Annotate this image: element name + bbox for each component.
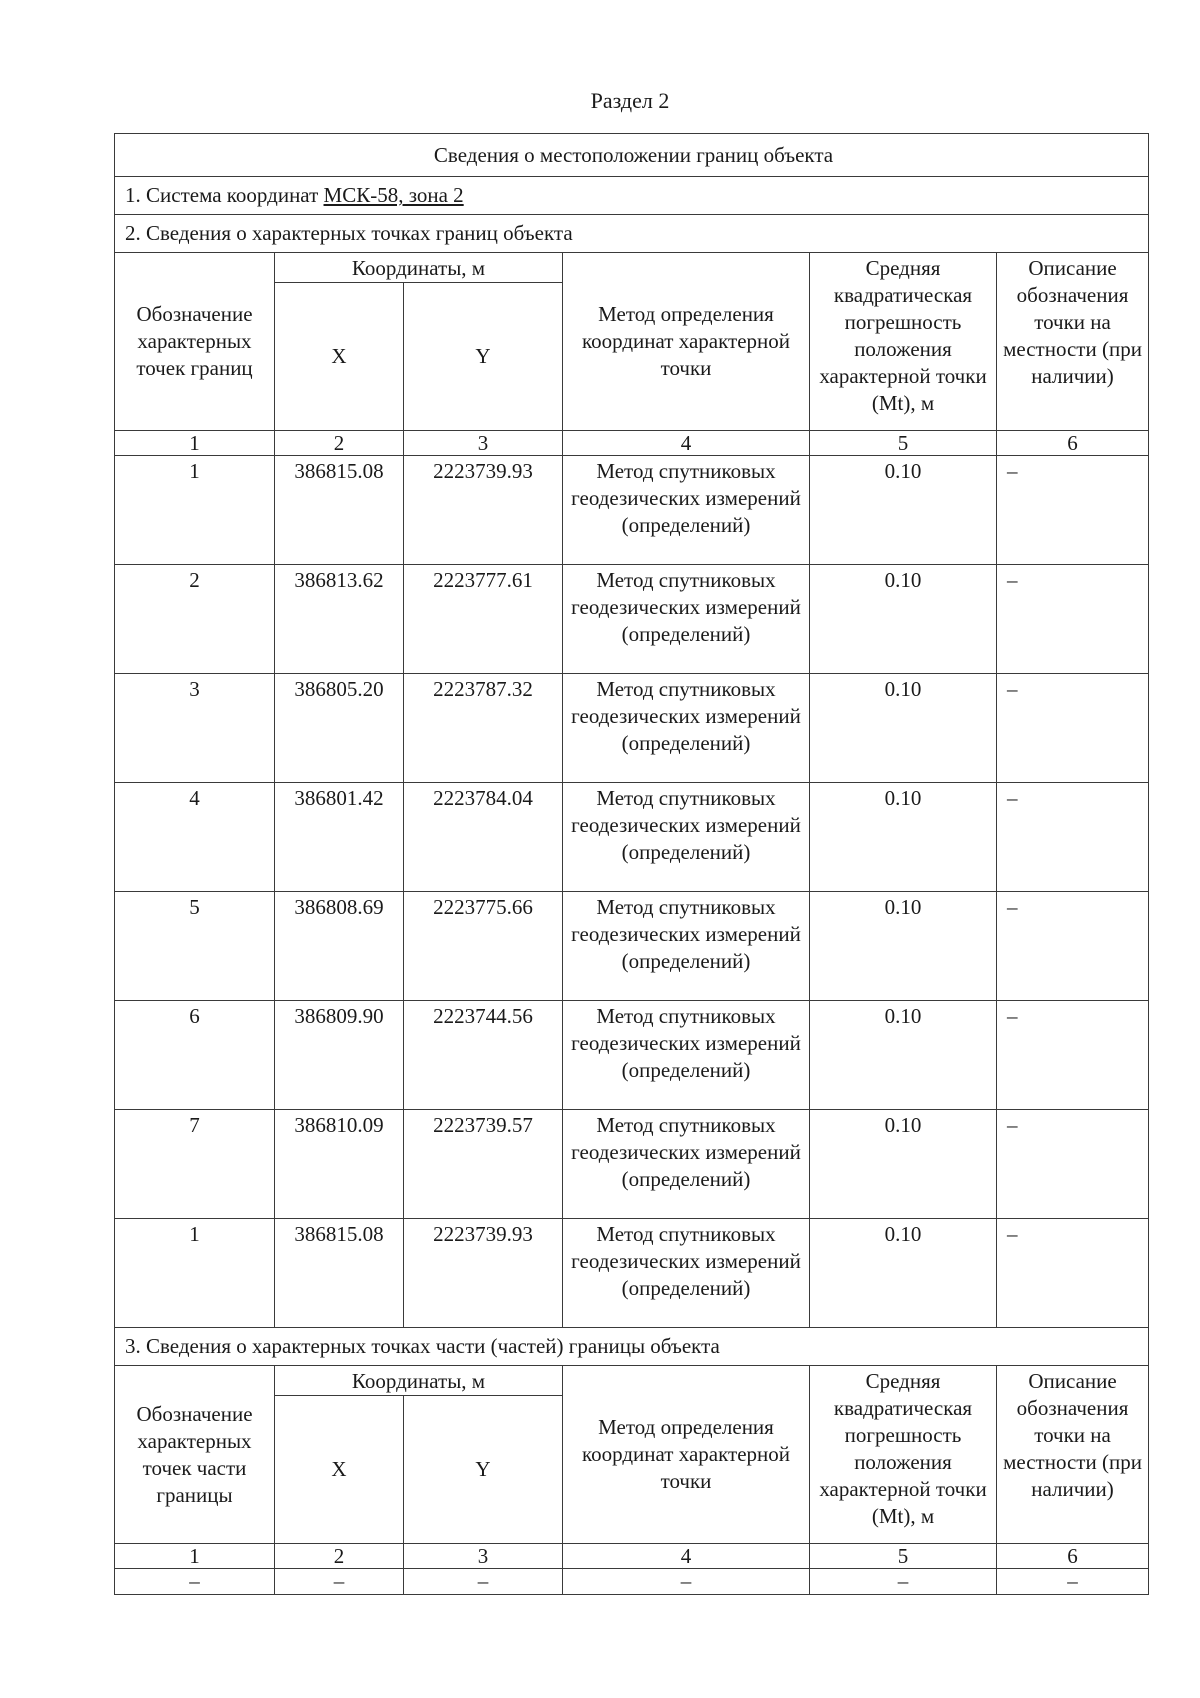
x-cell: 386805.20	[275, 674, 404, 783]
part3-header-description: Описание обозначения точки на местности (при наличии)	[997, 1366, 1149, 1544]
table-row	[115, 1001, 1149, 1110]
x-cell: 386815.08	[275, 456, 404, 565]
method-cell: Метод спутниковых геодезических измерений (определений)	[563, 1001, 810, 1110]
coord-system-label: 1. Система координат	[125, 183, 319, 207]
error-cell: 0.10	[810, 456, 997, 565]
point-cell: 1	[115, 1219, 275, 1328]
method-cell: Метод спутниковых геодезических измерений (определений)	[563, 674, 810, 783]
method-cell: Метод спутниковых геодезических измерений (определений)	[563, 1110, 810, 1219]
empty-cell: –	[404, 1569, 563, 1595]
part3-header-error: Средняя квадратическая погрешность положения характерной точки (Mt), м	[810, 1366, 997, 1544]
y-cell: 2223744.56	[404, 1001, 563, 1110]
coord-system-row	[115, 177, 1149, 215]
y-cell: 2223775.66	[404, 892, 563, 1001]
point-cell: 3	[115, 674, 275, 783]
table-row	[115, 783, 1149, 892]
method-cell: Метод спутниковых геодезических измерений (определений)	[563, 892, 810, 1001]
table-row	[115, 1219, 1149, 1328]
description-cell: –	[997, 565, 1149, 674]
table-row	[115, 674, 1149, 783]
method-cell: Метод спутниковых геодезических измерений (определений)	[563, 783, 810, 892]
point-cell: 2	[115, 565, 275, 674]
table-row	[115, 456, 1149, 565]
part3-header-point-designation: Обозначение характерных точек части границы	[115, 1366, 275, 1544]
point-cell: 5	[115, 892, 275, 1001]
empty-cell: –	[563, 1569, 810, 1595]
header-method: Метод определения координат характерной точки	[563, 253, 810, 431]
table-row	[115, 1110, 1149, 1219]
empty-cell: –	[810, 1569, 997, 1595]
column-number-row	[115, 431, 1149, 456]
coord-system-value: МСК-58, зона 2	[323, 183, 464, 207]
col-number: 5	[810, 431, 997, 456]
method-cell: Метод спутниковых геодезических измерений (определений)	[563, 1219, 810, 1328]
x-cell: 386815.08	[275, 1219, 404, 1328]
col-number: 3	[404, 431, 563, 456]
col-number: 5	[810, 1544, 997, 1569]
col-number: 4	[563, 431, 810, 456]
error-cell: 0.10	[810, 1110, 997, 1219]
col-number: 6	[997, 1544, 1149, 1569]
point-cell: 7	[115, 1110, 275, 1219]
y-cell: 2223739.93	[404, 1219, 563, 1328]
y-cell: 2223739.57	[404, 1110, 563, 1219]
method-cell: Метод спутниковых геодезических измерений (определений)	[563, 456, 810, 565]
point-cell: 1	[115, 456, 275, 565]
part3-header-y: Y	[404, 1396, 563, 1544]
error-cell: 0.10	[810, 783, 997, 892]
description-cell: –	[997, 892, 1149, 1001]
empty-cell: –	[997, 1569, 1149, 1595]
col-number: 2	[275, 431, 404, 456]
description-cell: –	[997, 783, 1149, 892]
y-cell: 2223784.04	[404, 783, 563, 892]
x-cell: 386808.69	[275, 892, 404, 1001]
header-coordinates: Координаты, м	[275, 253, 563, 283]
part3-header-coordinates: Координаты, м	[275, 1366, 563, 1396]
table-row	[115, 892, 1149, 1001]
header-x: X	[275, 283, 404, 431]
boundary-table	[114, 133, 1149, 1595]
section-title: Раздел 2	[590, 88, 670, 113]
part3-heading: 3. Сведения о характерных точках части (частей) границы объекта	[115, 1328, 1149, 1366]
empty-cell: –	[275, 1569, 404, 1595]
x-cell: 386809.90	[275, 1001, 404, 1110]
point-cell: 4	[115, 783, 275, 892]
y-cell: 2223787.32	[404, 674, 563, 783]
col-number: 3	[404, 1544, 563, 1569]
header-description: Описание обозначения точки на местности (при наличии)	[997, 253, 1149, 431]
x-cell: 386810.09	[275, 1110, 404, 1219]
error-cell: 0.10	[810, 1001, 997, 1110]
description-cell: –	[997, 1110, 1149, 1219]
header-error: Средняя квадратическая погрешность положения характерной точки (Mt), м	[810, 253, 997, 431]
method-cell: Метод спутниковых геодезических измерений (определений)	[563, 565, 810, 674]
col-number: 1	[115, 431, 275, 456]
error-cell: 0.10	[810, 674, 997, 783]
description-cell: –	[997, 1219, 1149, 1328]
table-row	[115, 565, 1149, 674]
part3-column-number-row	[115, 1544, 1149, 1569]
y-cell: 2223777.61	[404, 565, 563, 674]
part3-empty-row	[115, 1569, 1149, 1595]
description-cell: –	[997, 674, 1149, 783]
col-number: 1	[115, 1544, 275, 1569]
part2-heading: 2. Сведения о характерных точках границ объекта	[115, 215, 1149, 253]
y-cell: 2223739.93	[404, 456, 563, 565]
part3-header-method: Метод определения координат характерной точки	[563, 1366, 810, 1544]
error-cell: 0.10	[810, 565, 997, 674]
error-cell: 0.10	[810, 892, 997, 1001]
error-cell: 0.10	[810, 1219, 997, 1328]
description-cell: –	[997, 456, 1149, 565]
table-title: Сведения о местоположении границ объекта	[115, 134, 1149, 177]
x-cell: 386813.62	[275, 565, 404, 674]
header-y: Y	[404, 283, 563, 431]
header-point-designation: Обозначение характерных точек границ	[115, 253, 275, 431]
col-number: 2	[275, 1544, 404, 1569]
empty-cell: –	[115, 1569, 275, 1595]
col-number: 6	[997, 431, 1149, 456]
part3-header-x: X	[275, 1396, 404, 1544]
point-cell: 6	[115, 1001, 275, 1110]
x-cell: 386801.42	[275, 783, 404, 892]
description-cell: –	[997, 1001, 1149, 1110]
col-number: 4	[563, 1544, 810, 1569]
